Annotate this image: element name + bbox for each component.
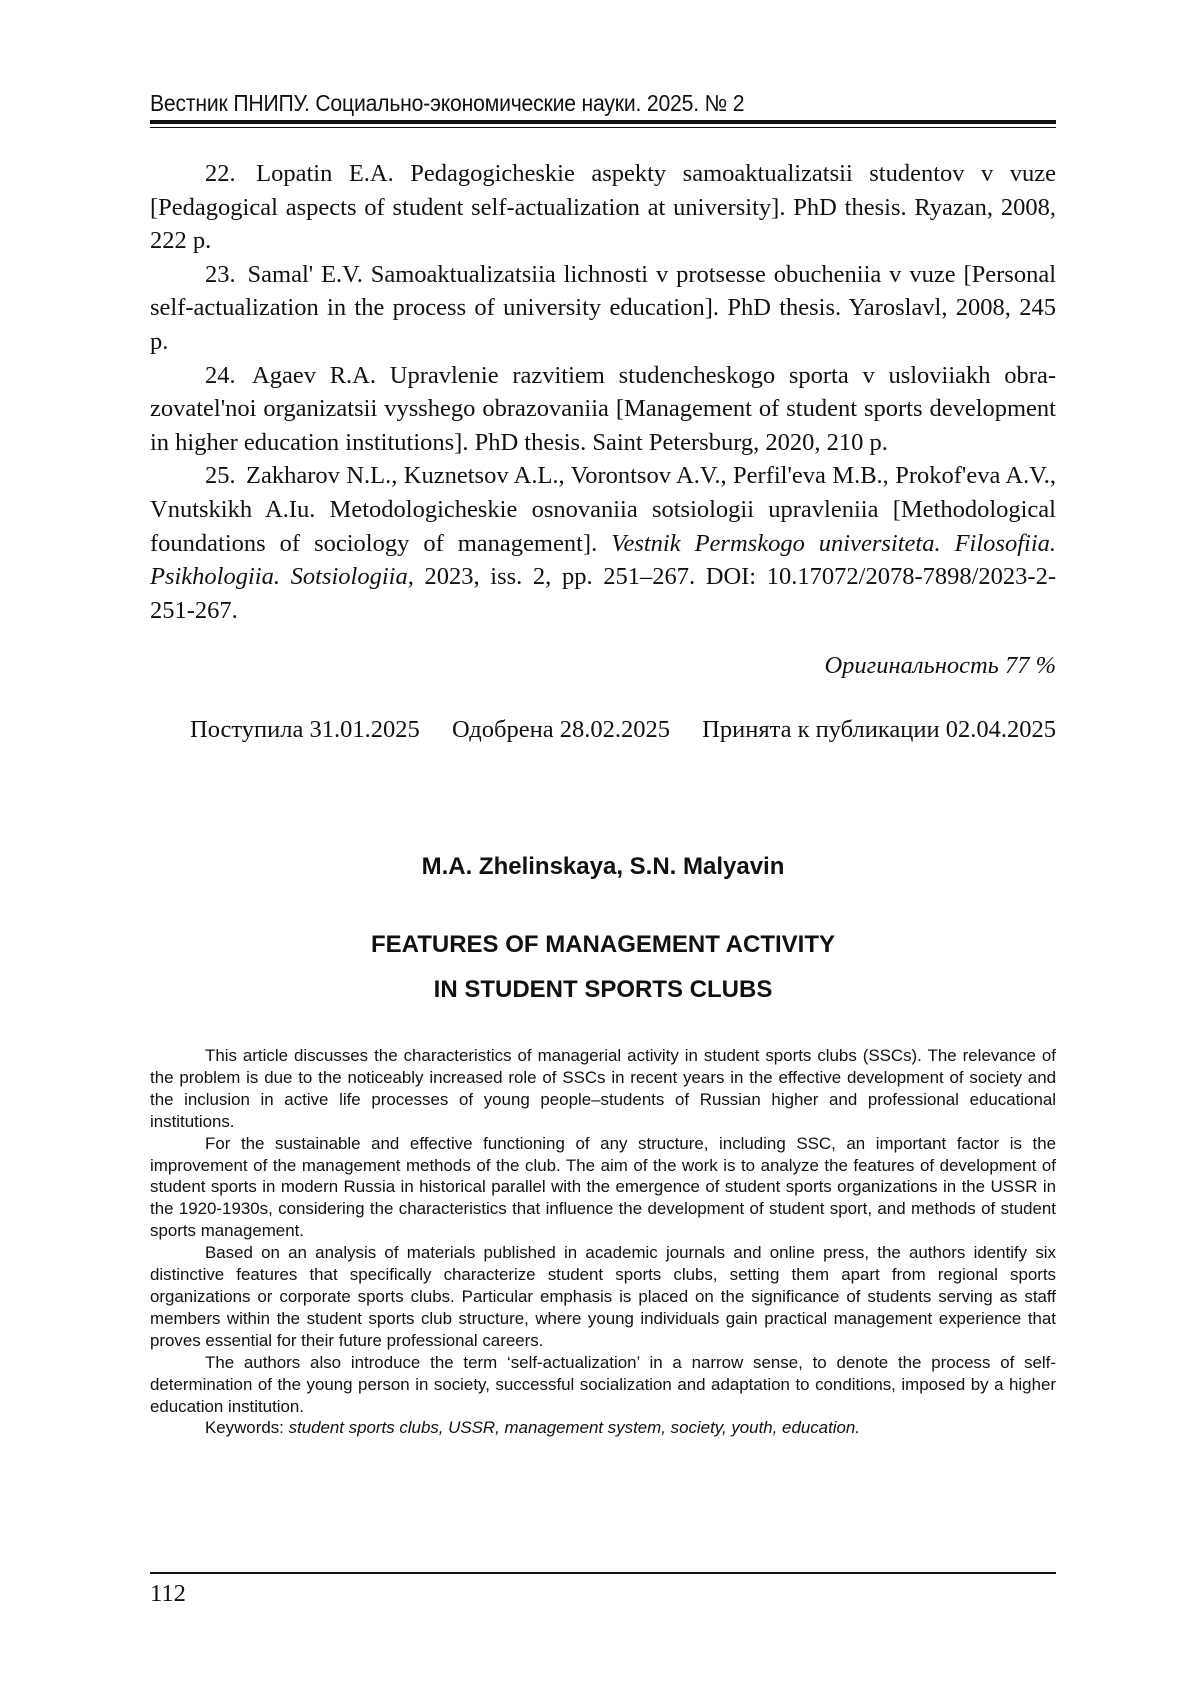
journal-page [150, 0, 1056, 1705]
abstract [150, 1045, 1056, 1439]
keywords-list: student sports clubs, USSR, management system, society, youth, education. [289, 1418, 860, 1437]
received-date: Поступила 31.01.2025 [190, 716, 420, 744]
reference-item [150, 258, 1056, 359]
header-rule-thin [150, 127, 1056, 128]
header-rule-thick [150, 120, 1056, 124]
reference-number: 23. [205, 261, 236, 288]
article-authors: M.A. Zhelinskaya, S.N. Malyavin [150, 853, 1056, 881]
approved-date: Одобрена 28.02.2025 [452, 716, 670, 744]
reference-item [150, 359, 1056, 460]
article-title [150, 922, 1056, 1012]
title-line: FEATURES OF MANAGEMENT ACTIVITY [150, 922, 1056, 967]
publication-dates [190, 716, 1056, 744]
footer-rule [150, 1572, 1056, 1574]
reference-number: 24. [205, 362, 236, 389]
reference-text: Zakharov N.L., Kuznetsov A.L., Vorontsov A.V., Perfil'eva M.B., Pro­kof'eva A.V., Vnutskikh A.Iu. Metodologicheskie osnovaniia sotsiologii upravleniia [Methodological foundations of sociology of management]. [150, 462, 1056, 556]
page-number: 112 [150, 1580, 186, 1608]
abstract-paragraph: The authors also introduce the term ‘self-actualization’ in a narrow sense, to denote the process of self-determination of the young person in society, successful socialization and adaptation to conditions, imposed by a higher education institution. [150, 1352, 1056, 1418]
originality-note: Оригинальность 77 % [824, 652, 1056, 680]
reference-item [150, 459, 1056, 627]
reference-text: Samal' E.V. Samoaktualizatsiia lichnosti v protsesse obucheniia v vuze [Per­sonal self-actualization in the process of university education]. PhD thesis. Yaroslavl, 2008, 245 p. [150, 261, 1056, 355]
reference-journal-title: Vestnik Permskogo universiteta. Filosofiia. Psikhologiia. Sotsiologiia [150, 530, 1056, 591]
title-line: IN STUDENT SPORTS CLUBS [150, 967, 1056, 1012]
reference-number: 22. [205, 160, 236, 187]
abstract-paragraph: Based on an analysis of materials published in academic journals and online press, the authors identify six distinctive features that specifically characterize student sports clubs, setting them apart from regional sports organizations or corporate sports clubs. Particular emphasis is placed on the significance of students serving as staff members within the student sports club structure, where young individuals gain practical management experience that proves essential for their future professional careers. [150, 1242, 1056, 1352]
reference-text-tail: , 2023, iss. 2, pp. 251–267. DOI: 10.17072/2078-7898/2023-2-251-267. [150, 563, 1056, 624]
reference-item [150, 157, 1056, 258]
abstract-paragraph: This article discusses the characteristics of managerial activity in student sports clubs (SSCs). The relevance of the problem is due to the noticeably increased role of SSCs in recent years in the effective development of society and the inclusion in active life processes of young people–students of Russian higher and professional educational institutions. [150, 1045, 1056, 1133]
reference-number: 25. [205, 462, 236, 489]
accepted-date: Принята к публикации 02.04.2025 [702, 716, 1056, 744]
abstract-paragraph: For the sustainable and effective functioning of any structure, including SSC, an important factor is the improvement of the management methods of the club. The aim of the work is to analyze the features of development of student sports in modern Russia in historical parallel with the emergence of student sports organizations in the USSR in the 1920-1930s, considering the characteristics that influence the de­velopment of student sport, and methods of student sports management. [150, 1133, 1056, 1243]
reference-text: Agaev R.A. Upravlenie razvitiem studencheskogo sporta v usloviiakh obra­zovatel'noi organizatsii vysshego obrazovaniia [Management of student sports devel­opment in higher education institutions]. PhD thesis. Saint Petersburg, 2020, 210 p. [150, 362, 1056, 456]
keywords [150, 1417, 1056, 1439]
reference-list [150, 157, 1056, 627]
running-head: Вестник ПНИПУ. Социально-экономические науки. 2025. № 2 [150, 90, 744, 117]
reference-text: Lopatin E.A. Pedagogicheskie aspekty samoaktualizatsii studentov v vuze [Pedagogical aspects of student self-actualization at university]. PhD thesis. Ryazan, 2008, 222 p. [150, 160, 1056, 254]
keywords-label: Keywords: [205, 1418, 284, 1437]
